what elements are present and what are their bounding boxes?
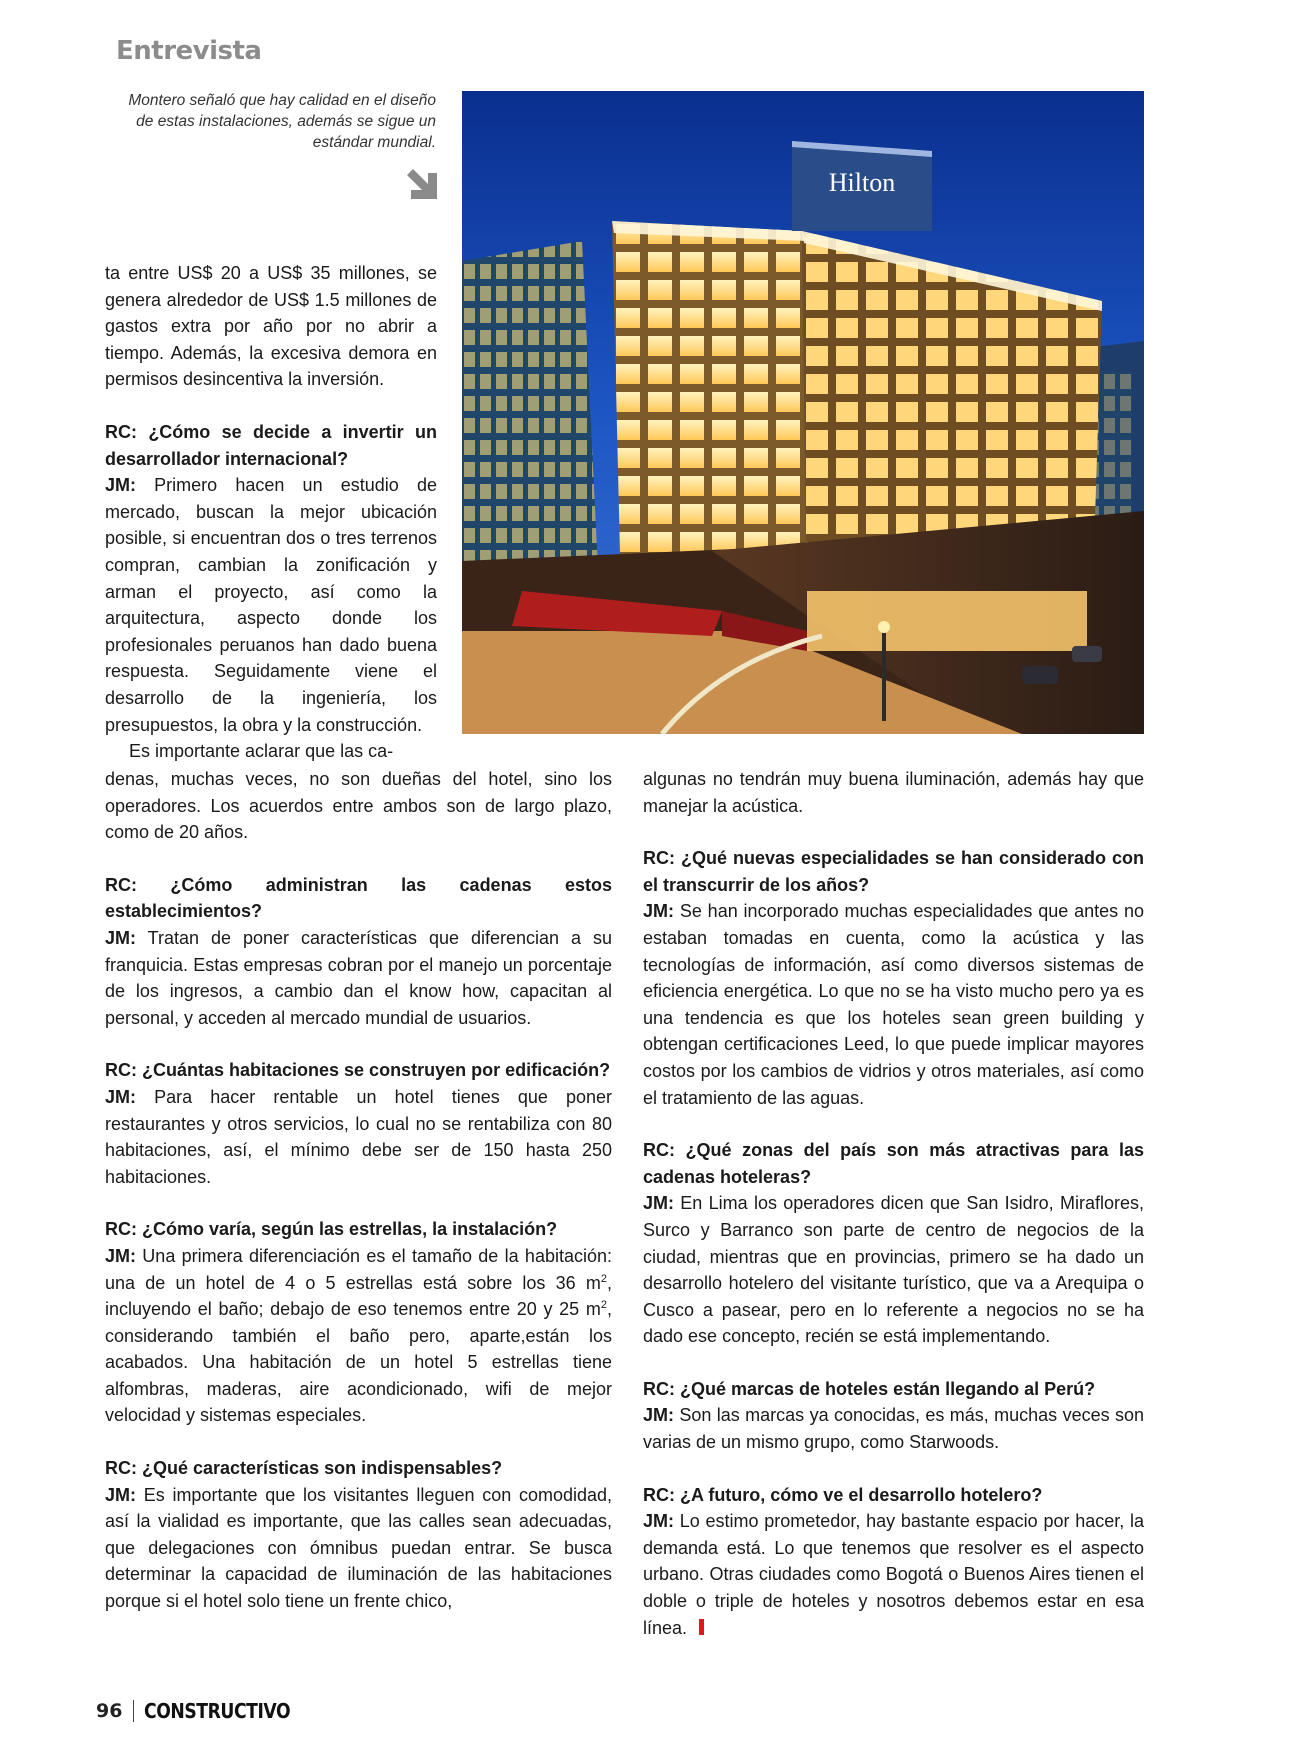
hotel-sign: Hilton	[828, 168, 896, 197]
answer: JM: Tratan de poner características que diferencian a su franquicia. Estas empresas cobran por el manejo un porcentaje de los ingresos, a cambio dan el know how, capacitan al personal, y acceden al mercado mundial de usuarios.	[105, 927, 612, 1028]
footer-divider	[133, 1700, 134, 1722]
hotel-photo	[462, 91, 1144, 734]
answer: JM: En Lima los operadores dicen que San Isidro, Miraflores, Surco y Barranco son parte de centro de negocios de la ciudad, mientras que en provincias, primero se ha dado un desarrollo hotelero del visitante turístico, que va a Arequipa o Cusco a pasear, pero en lo referente a negocios no se ha dado ese concepto, recién se está implementando.	[643, 1193, 1144, 1347]
speaker-label: JM:	[643, 1511, 674, 1532]
paragraph: algunas no tendrán muy buena iluminación, además hay que manejar la acústica.	[643, 769, 1144, 816]
page-footer	[96, 1698, 314, 1724]
answer: JM: Es importante que los visitantes lleguen con comodidad, así la vialidad es importante, que las calles sean adecuadas, que delegaciones con ómnibus puedan entrar. Se busca determinar la capacidad de iluminación de las habitaciones porque si el hotel solo tiene un frente chico,	[105, 1484, 612, 1612]
question: RC: ¿Cómo administran las cadenas estos establecimientos?	[105, 874, 612, 922]
answer: JM: Son las marcas ya conocidas, es más, muchas veces son varias de un mismo grupo, como Starwoods.	[643, 1405, 1144, 1453]
question: RC: ¿Cómo se decide a invertir un desarrollador internacional?	[105, 421, 437, 469]
speaker-label: JM:	[105, 1086, 136, 1107]
question: RC: ¿Cuántas habitaciones se construyen por edificación?	[105, 1060, 611, 1081]
arrow-down-right-icon	[404, 166, 440, 202]
paragraph: denas, muchas veces, no son dueñas del hotel, sino los operadores. Los acuerdos entre ambos son de largo plazo, como de 20 años.	[105, 769, 612, 843]
question: RC: ¿Qué características son indispensables?	[105, 1458, 503, 1479]
speaker-label: JM:	[643, 1405, 674, 1426]
question: RC: ¿Qué marcas de hoteles están llegando al Perú?	[643, 1378, 1096, 1399]
speaker-label: JM:	[643, 901, 674, 922]
photo-caption: Montero señaló que hay calidad en el diseño de estas instalaciones, además se sigue un estándar mundial.	[128, 92, 436, 151]
answer: JM: Lo estimo prometedor, hay bastante espacio por hacer, la demanda está. Lo que tenemos que resolver es el aspecto urbano. Otras ciudades como Bogotá o Buenos Aires tienen el doble o triple de hoteles y nosotros debemos estar en esa línea.	[643, 1511, 1144, 1638]
speaker-label: JM:	[105, 1484, 136, 1505]
paragraph: ta entre US$ 20 a US$ 35 millones, se genera alrededor de US$ 1.5 millones de gastos extra por año por no abrir a tiempo. Además, la excesiva demora en permisos desincentiva la inversión.	[105, 263, 437, 390]
answer: JM: Una primera diferenciación es el tamaño de la habitación: una de un hotel de 4 o 5 estrellas está sobre los 36 $m^2$, incluyendo el baño; debajo de eso tenemos entre 20 y 25 $m^2$, considerando también el baño pero, aparte,están los acabados. Una habitación de un hotel 5 estrellas tiene alfombras, maderas, aire acondicionado, wifi de mejor velocidad y sistemas especiales.	[105, 1245, 612, 1426]
speaker-label: JM:	[105, 927, 136, 948]
end-of-article-mark	[699, 1619, 704, 1635]
magazine-brand: CONSTRUCTIVO	[144, 1699, 291, 1723]
speaker-label: JM:	[105, 1245, 136, 1266]
speaker-label: JM:	[105, 475, 136, 496]
section-title: Entrevista	[116, 36, 262, 66]
column-left	[105, 766, 612, 1615]
question: RC: ¿Qué nuevas especialidades se han considerado con el transcurrir de los años?	[643, 848, 1144, 895]
column-left-top	[105, 260, 437, 765]
speaker-label: JM:	[643, 1193, 674, 1214]
answer: JM: Se han incorporado muchas especialidades que antes no estaban tomadas en cuenta, como la acústica y las tecnologías de información, así como diversos sistemas de eficiencia energética. Lo que no se ha visto mucho pero ya es una tendencia es que los hoteles sean green building y obtengan certificaciones Leed, lo que puede implicar mayores costos por los cambios de vidrios y otros materiales, así como el tratamiento de las aguas.	[643, 901, 1144, 1108]
question: RC: ¿Qué zonas del país son más atractivas para las cadenas hoteleras?	[643, 1140, 1144, 1187]
question: RC: ¿A futuro, cómo ve el desarrollo hotelero?	[643, 1484, 1043, 1505]
paragraph: Es importante aclarar que las ca-	[129, 741, 394, 762]
column-right	[643, 766, 1144, 1641]
question: RC: ¿Cómo varía, según las estrellas, la instalación?	[105, 1219, 558, 1240]
page-number: 96	[96, 1700, 123, 1722]
answer: JM: Para hacer rentable un hotel tienes que poner restaurantes y otros servicios, lo cual no se rentabiliza con 80 habitaciones, así, el mínimo debe ser de 150 hasta 250 habitaciones.	[105, 1086, 612, 1187]
answer: JM: Primero hacen un estudio de mercado, buscan la mejor ubicación posible, si encuentran dos o tres terrenos compran, cambian la zonificación y arman el proyecto, así como la arquitectura, aspecto donde los profesionales peruanos han dado buena respuesta. Seguidamente viene el desarrollo de la ingeniería, los presupuestos, la obra y la construcción.	[105, 475, 437, 735]
